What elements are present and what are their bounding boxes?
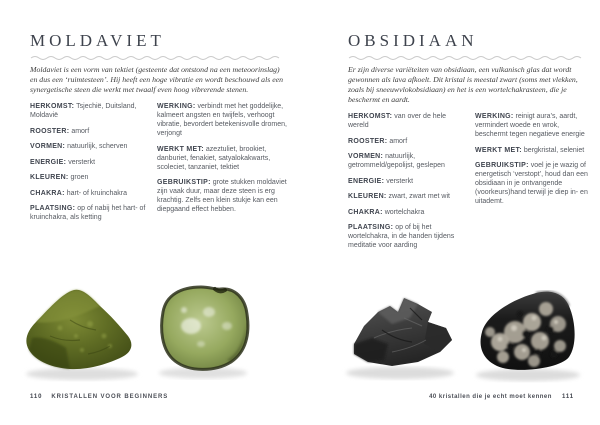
attr-chakra: CHAKRA: hart- of kruinchakra — [30, 189, 128, 197]
attr-rooster: ROOSTER: amorf — [348, 137, 408, 145]
attr-werkt-met: WERKT MET: azeztuliet, brookiet, danburiet, fenakiet, satyalokakwarts, scoleciet, tanzaniet, tektiet — [157, 145, 271, 171]
page-title-obsidiaan: OBSIDIAAN — [348, 31, 478, 50]
rough-moldavite-stone — [20, 284, 148, 384]
attr-energie: ENERGIE: versterkt — [348, 177, 414, 185]
attr-gebruikstip: GEBRUIKSTIP: grote stukken moldaviet zijn vaak duur, maar deze steen is erg krachtig. Zelfs een klein stukje kan een diepgaand effect hebben. — [157, 179, 287, 213]
attr-vormen: VORMEN: natuurlijk, scherven — [30, 143, 128, 150]
attr-werkt-met: WERKT MET: bergkristal, seleniet — [475, 146, 585, 154]
attr-herkomst: HERKOMST: van over de hele wereld — [348, 113, 447, 129]
footer-chapter-title: 40 kristallen die je echt moet kennen — [429, 394, 552, 400]
attr-werking: WERKING: verbindt met het goddelijke, kalmeert angsten en twijfels, verhoogt vibratie, bevordert betekenisvolle dromen, verjongt — [157, 103, 287, 137]
attributes-col2 — [157, 102, 288, 229]
wavy-divider — [30, 54, 280, 61]
page-moldaviet — [30, 31, 288, 229]
attr-plaatsing: PLAATSING: op of bij het wortelchakra, in de handen tijdens meditatie voor aarding — [348, 224, 455, 249]
attributes-col2 — [475, 112, 590, 257]
page-title-moldaviet: MOLDAVIET — [30, 31, 165, 50]
polished-moldavite-stone — [151, 280, 255, 380]
attributes-col1 — [30, 102, 148, 229]
page-obsidiaan — [348, 31, 590, 257]
footer-left — [30, 394, 168, 400]
attributes-col1 — [348, 112, 466, 257]
attr-plaatsing: PLAATSING: op of nabij het hart- of kruinchakra, als ketting — [30, 205, 146, 221]
attributes-obsidiaan — [348, 112, 590, 257]
attributes-moldaviet — [30, 102, 288, 229]
rough-obsidian-stone — [340, 282, 466, 382]
attr-werking: WERKING: reinigt aura’s, aardt, vermindert woede en wrok, beschermt tegen negatieve energie — [475, 113, 585, 138]
wavy-divider — [348, 54, 582, 61]
attr-gebruikstip: GEBRUIKSTIP: voel je je wazig of energetisch ‘verstopt’, houd dan een obsidiaan in je ontvangende (voorkeurs)hand terwijl je diep in- en uitademt. — [475, 162, 588, 205]
page-number-right: 111 — [561, 394, 574, 400]
attr-chakra: CHAKRA: wortelchakra — [348, 208, 425, 216]
attr-kleuren: KLEUREN: zwart, zwart met wit — [348, 193, 450, 200]
intro-text-obsidiaan: Er zijn diverse variëteiten van obsidiaan, een vulkanisch glas dat wordt gewonnen als lava afkoelt. Dit kristal is meestal zwart (soms met vlekken, zoals bij sneeuwvlokobsidiaan) en het is een wortelchakrasteen, die je beschermt en aardt. — [348, 65, 578, 104]
attr-rooster: ROOSTER: amorf — [30, 127, 90, 135]
page-number-left: 110 — [30, 394, 43, 400]
intro-text-moldaviet: Moldaviet is een vorm van tektiet (gesteente dat ontstond na een meteoorinslag) en dus een ‘ruimtesteen’. Hij heeft een hoge vibratie en wordt beschouwd als een synergetische steen die werkt met twaalf even hoog vibrerende stenen. — [30, 65, 284, 94]
footer-book-title: KRISTALLEN VOOR BEGINNERS — [51, 394, 169, 400]
snowflake-obsidian-stone — [470, 284, 590, 384]
attr-kleuren: KLEUREN: groen — [30, 174, 89, 181]
attr-herkomst: HERKOMST: Tsjechië, Duitsland, Moldavië — [30, 103, 137, 119]
footer-right — [429, 394, 574, 400]
attr-vormen: VORMEN: natuurlijk, getrommeld/gepolijst, geslepen — [348, 153, 445, 169]
attr-energie: ENERGIE: versterkt — [30, 158, 96, 166]
